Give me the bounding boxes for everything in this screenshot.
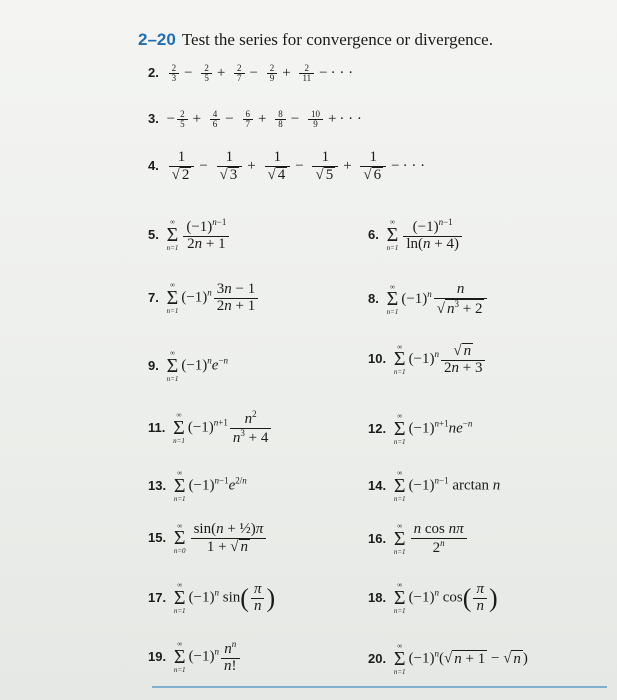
problem-number: 16. — [368, 530, 387, 546]
sigma-symbol: ∞ Σ n=1 — [393, 469, 406, 503]
problem-number: 8. — [368, 291, 379, 307]
problem-number: 11. — [148, 419, 166, 435]
problem-number: 4. — [148, 158, 159, 174]
sigma-symbol: ∞ Σ n=1 — [173, 581, 186, 615]
exercise-instruction: Test the series for convergence or divergence. — [181, 30, 493, 49]
problem-number: 18. — [368, 589, 387, 605]
problem-number: 19. — [148, 648, 167, 664]
problem-5: 5. ∞ Σ n=1 $\frac{(-1)^{n-1}}{2n + 1}$ — [148, 218, 231, 253]
problem-4-expression: $\frac{1}{√ 2}$ − $\frac{1}{√ 3}$ + $\frac{1}{√ 4}$ − $\frac{1}{√ 5}$ + $\frac{1}{√ 6}$ − · · · — [167, 158, 426, 174]
sigma-symbol: ∞ Σ n=0 — [173, 521, 186, 556]
sigma-symbol: ∞ Σ n=1 — [393, 581, 406, 615]
problem-6: 6. ∞ Σ n=1 $\frac{(-1)^{n-1}}{\ln(n + 4)}$ — [368, 218, 464, 253]
problem-7: 7. ∞ Σ n=1 $(-1)^n$ $\frac{3n - 1}{2n + 1}$ — [148, 282, 260, 315]
exercise-range: 2–20 — [138, 30, 176, 49]
exercise-heading — [138, 30, 493, 50]
problem-3-expression: − $\frac{2}{5}$ + $\frac{4}{6}$ − $\frac{6}{7}$ + $\frac{8}{8}$ − $\frac{10}{9}$ + · · · — [166, 109, 362, 130]
problem-9: 9. ∞ Σ n=1 $(-1)^ne^{-n}$ — [148, 349, 229, 383]
problem-2-expression: $\frac{2}{3}$ − $\frac{2}{5}$ + $\frac{2}{7}$ − $\frac{2}{9}$ + $\frac{2}{11}$ − · · · — [167, 65, 354, 81]
problem-number: 14. — [368, 477, 387, 493]
sigma-symbol: ∞ Σ n=1 — [393, 342, 406, 377]
problem-number: 3. — [148, 111, 159, 127]
problem-15: 15. ∞ Σ n=0 $\frac{\text{sin(n + ½)π}}{1 + √ n}$ — [148, 522, 268, 556]
problem-number: 6. — [368, 226, 379, 242]
problem-4 — [148, 150, 425, 184]
section-divider — [152, 686, 607, 688]
sigma-symbol: ∞ Σ n=1 — [173, 411, 185, 445]
problem-number: 15. — [148, 530, 167, 546]
sigma-symbol: ∞ Σ n=1 — [166, 218, 179, 252]
problem-10: 10. ∞ Σ n=1 $(-1)^n$ $\frac{√ n}{2n + 3}$ — [368, 343, 487, 377]
sigma-symbol: ∞ Σ n=1 — [166, 349, 179, 383]
problem-16: 16. ∞ Σ n=1 $\frac{\text{n cos nπ}}{2^n}$ — [368, 522, 469, 557]
sigma-symbol: ∞ Σ n=1 — [166, 281, 179, 315]
problem-number: 9. — [148, 357, 159, 373]
sigma-symbol: ∞ Σ n=1 — [386, 282, 399, 317]
problem-2 — [148, 64, 353, 84]
sigma-symbol: ∞ Σ n=1 — [393, 642, 406, 676]
problem-number: 20. — [368, 650, 387, 666]
problem-11: 11. ∞ Σ n=1 $(-1)^{n+1}$ $\frac{n^2}{n^3 + 4}$ — [148, 410, 273, 447]
problem-20: 20. ∞ Σ n=1 $(-1)^n(√$ n + 1 − √ n ) — [368, 642, 528, 676]
problem-18: 18. ∞ Σ n=1 $(-1)^n$ cos( $\frac{\pi}{n}$ ) — [368, 581, 498, 615]
problem-13: 13. ∞ Σ n=1 $(-1)^{n-1}e^{2/n}$ — [148, 469, 247, 503]
problem-number: 5. — [148, 226, 159, 242]
problem-19: 19. ∞ Σ n=1 $(-1)^n$ $\frac{n^n}{n!}$ — [148, 640, 242, 675]
sigma-symbol: ∞ Σ n=1 — [173, 469, 186, 503]
sigma-symbol: ∞ Σ n=1 — [173, 640, 186, 674]
sigma-symbol: ∞ Σ n=1 — [393, 412, 406, 446]
problem-14: 14. ∞ Σ n=1 $(-1)^{n-1}$ arctan n — [368, 469, 501, 503]
problem-8: 8. ∞ Σ n=1 $(-1)^n$ $\frac{n}{√ n^3 + 2}$ — [368, 282, 489, 318]
problem-number: 13. — [148, 477, 167, 493]
problem-number: 17. — [148, 589, 167, 605]
problem-number: 2. — [148, 65, 159, 81]
problem-number: 7. — [148, 289, 159, 305]
problem-12: 12. ∞ Σ n=1 $(-1)^{n+1}ne^{-n}$ — [368, 412, 473, 446]
problem-number: 10. — [368, 351, 387, 367]
problem-3 — [148, 110, 362, 130]
problem-17: 17. ∞ Σ n=1 $(-1)^n$ sin( $\frac{\pi}{n}$ ) — [148, 581, 276, 615]
sigma-symbol: ∞ Σ n=1 — [386, 218, 399, 252]
sigma-symbol: ∞ Σ n=1 — [393, 522, 406, 556]
problem-number: 12. — [368, 420, 387, 436]
